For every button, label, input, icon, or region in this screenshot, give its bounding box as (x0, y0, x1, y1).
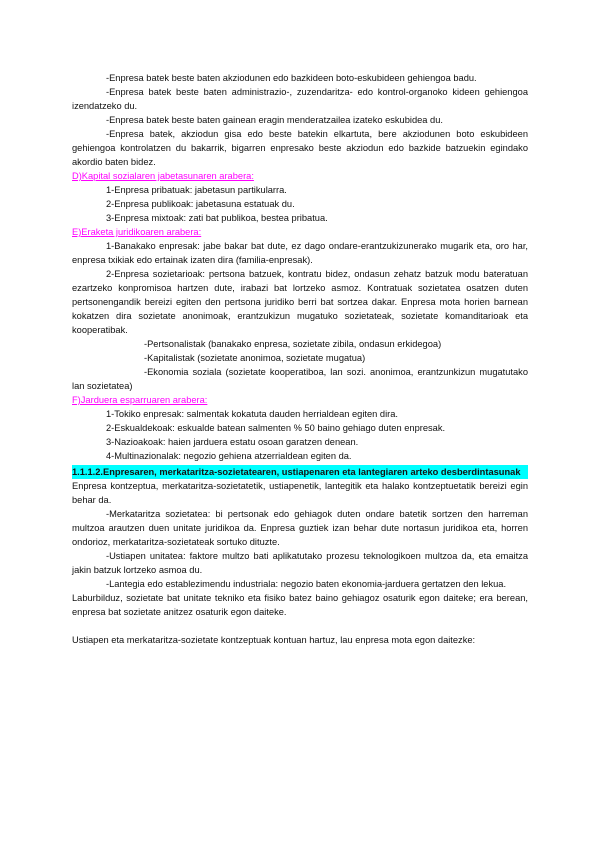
section-e-sub-item: -Kapitalistak (sozietate anonimoa, sozietate mugatua) (144, 353, 366, 363)
section-f-heading (72, 393, 528, 407)
section-e-heading (72, 225, 528, 239)
paragraph-eragin-menderatzailea: -Enpresa batek beste baten gainean eragin menderatzailea izateko eskubidea du. (106, 115, 443, 125)
section-e-sub-item: -Pertsonalistak (banakako enpresa, sozietate zibila, ondasun erkidegoa) (144, 339, 442, 349)
section-f-item: 2-Eskualdekoak: eskualde batean salmenten % 50 baino gehiago duten enpresak. (106, 423, 446, 433)
paragraph-boto-eskubideak: -Enpresa batek beste baten akziodunen edo bazkideen boto-eskubideen gehiengoa badu. (106, 73, 477, 83)
section-f-item: 1-Tokiko enpresak: salmentak kokatuta dauden herrialdean egiten dira. (106, 409, 398, 419)
section-heading-highlighted: 1.1.1.2.Enpresaren, merkataritza-sozietatearen, ustiapenaren eta lantegiaren arteko desberdintasunak (72, 465, 528, 479)
blank-line (72, 619, 528, 633)
section-e-heading-text: E)Eraketa juridikoaren arabera: (72, 227, 202, 237)
section-e-sozietarioak: 2-Enpresa sozietarioak: pertsona batzuek, kontratu bidez, ondasun zehatz batzuk modu bateratuan ezartzeko konpromisoa hartzen dute, irabazi bat lortzeko asmoz. Kontratuak sozietatea osatzen duten pertsonengandik bereizi egiten den pertsona juridiko berri bat sortzea dakar. Enpresa mota horien barnean kokatzen dira sozietate anonimoak, erantzukizun mugatuko sozietateak, sozietate komanditarioak eta kooperatibak. (72, 269, 528, 335)
section-d-heading-text: D)Kapital sozialaren jabetasunaren arabera: (72, 171, 254, 181)
paragraph-ustiapen-unitatea: -Ustiapen unitatea: faktore multzo bati aplikatutako prozesu teknologikoen multzoa da, eta emaitza jakin batzuk lortzeko asmoa du. (72, 551, 528, 575)
document-body (72, 71, 528, 647)
section-d-item: 2-Enpresa publikoak: jabetasuna estatuak du. (106, 199, 295, 209)
paragraph-intro: Enpresa kontzeptua, merkataritza-sozietatetik, ustiapenetik, lantegitik eta halako kontzeptuetatik bereizi egin behar da. (72, 481, 528, 505)
section-f-heading-text: F)Jarduera esparruaren arabera: (72, 395, 208, 405)
section-f-item: 4-Multinazionalak: negozio gehiena atzerrialdean egiten da. (106, 451, 352, 461)
paragraph-akordio: -Enpresa batek, akziodun gisa edo beste batekin elkartuta, bere akziodunen boto eskubideen gehiengoa kontrolatzen du bakarrik, bigarren enpresako beste akziodun edo bazkide batzuekin egindako akordio baten bidez. (72, 129, 528, 167)
section-e-sub-item: -Ekonomia soziala (sozietate kooperatiboa, lan sozi. anonimoa, erantzunkizun mugatutako lan sozietatea) (72, 367, 528, 391)
section-f-item: 3-Nazioakoak: haien jarduera estatu osoan garatzen denean. (106, 437, 359, 447)
section-d-heading (72, 169, 528, 183)
paragraph-administrazio-organoa: -Enpresa batek beste baten administrazio-, zuzendaritza- edo kontrol-organoko kideen gehiengoa izendatzeko du. (72, 87, 528, 111)
paragraph-lantegia: -Lantegia edo establezimendu industriala: negozio baten ekonomia-jarduera gertatzen den lekua. (106, 579, 507, 589)
section-e-banakako: 1-Banakako enpresak: jabe bakar bat dute, ez dago ondare-erantzukizunerako mugarik eta, oro har, enpresa txikiak edo ertainak izaten dira (familia-enpresak). (72, 241, 528, 265)
paragraph-laburbilduz: Laburbilduz, sozietate bat unitate tekniko eta fisiko batez baino gehiagoz osaturik egon daiteke; era berean, enpresa bat sozietate anitzez osaturik egon daiteke. (72, 593, 528, 617)
paragraph-merkataritza-sozietatea: -Merkataritza sozietatea: bi pertsonak edo gehiagok duten ondare batetik sortzen den harreman multzoa arautzen duen unitate juridikoa da. Enpresa guztiek izan behar dute nortasun juridikoa eta, horren ondorioz, merkataritza-sozietateak sortuko dituzte. (72, 509, 528, 547)
section-d-item: 1-Enpresa pribatuak: jabetasun partikularra. (106, 185, 287, 195)
section-d-item: 3-Enpresa mixtoak: zati bat publikoa, bestea pribatua. (106, 213, 328, 223)
paragraph-ustiapen-kontzeptuak: Ustiapen eta merkataritza-sozietate kontzeptuak kontuan hartuz, lau enpresa mota egon daitezke: (72, 635, 476, 645)
